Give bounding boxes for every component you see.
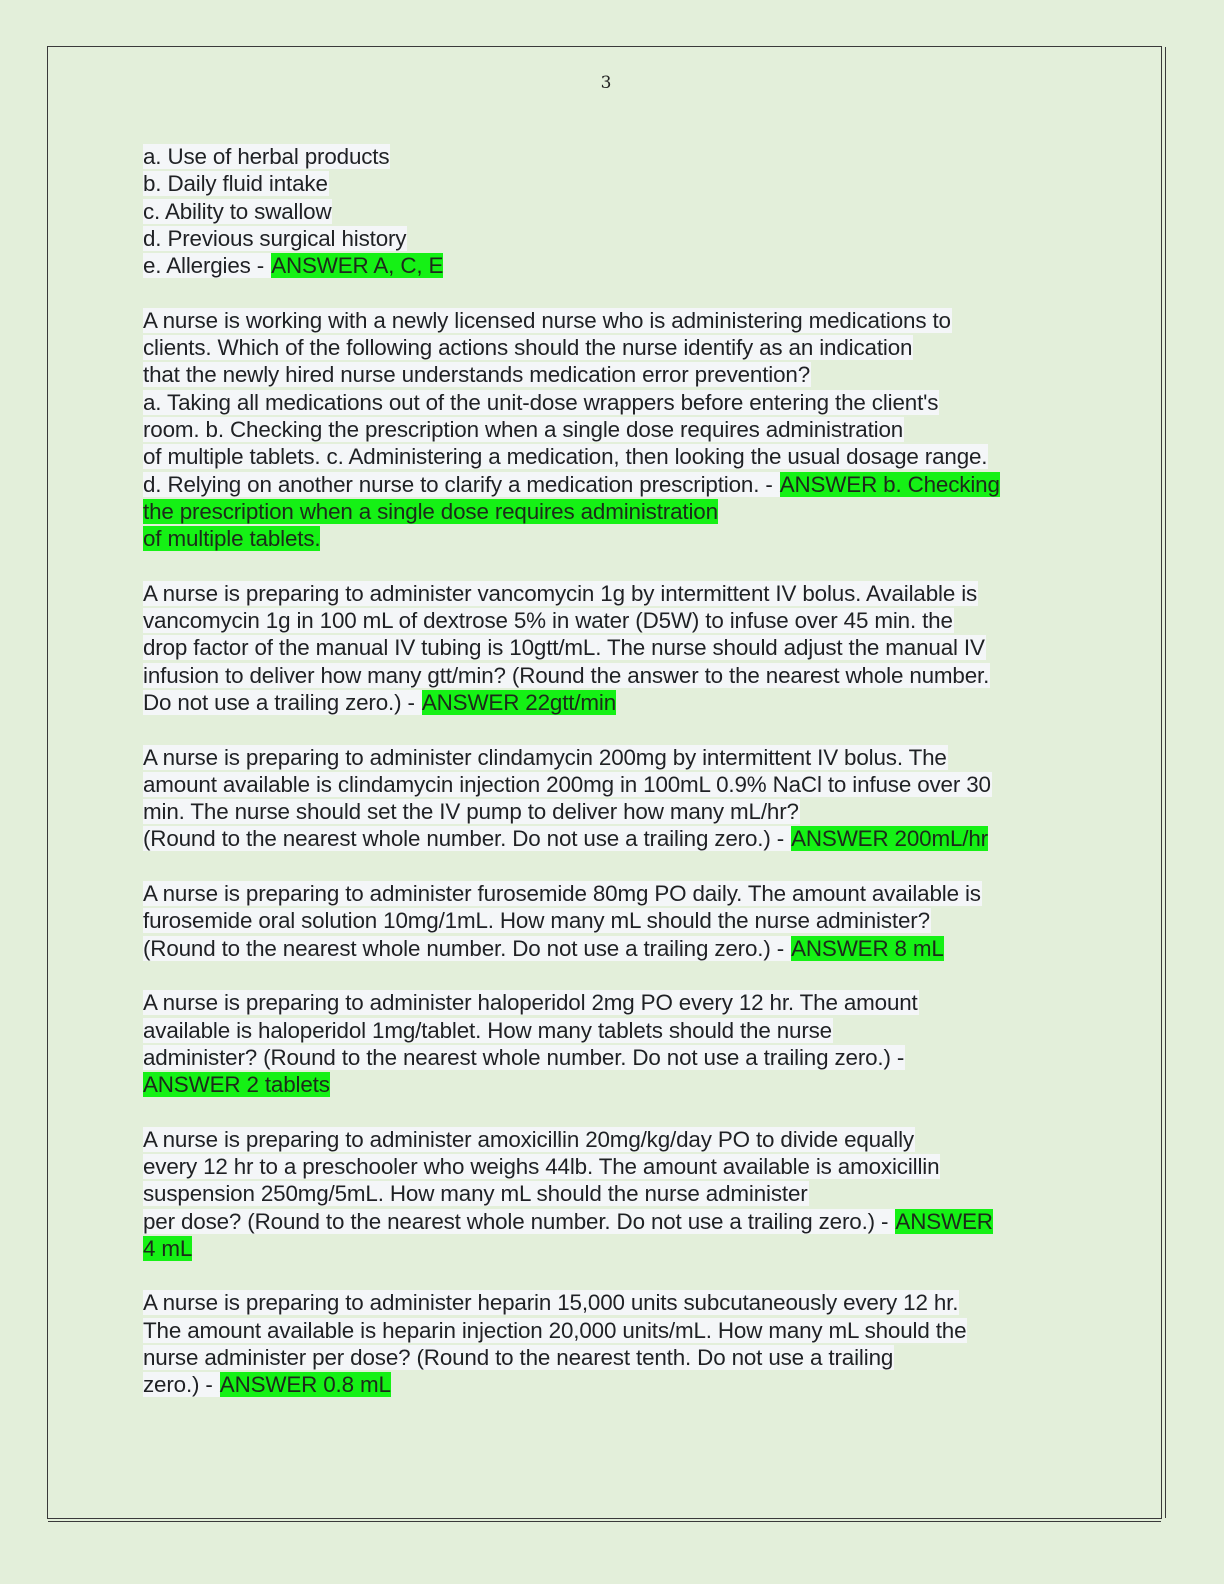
question-block-options (143, 143, 1083, 279)
question-block-vancomycin (143, 580, 1083, 716)
text-line: nurse administer per dose? (Round to the nearest tenth. Do not use a trailing (143, 1345, 894, 1371)
text-line (143, 498, 1083, 525)
text-line: drop factor of the manual IV tubing is 10gtt/mL. The nurse should adjust the manual IV (143, 635, 985, 661)
answer-highlight: ANSWER 2 tablets (143, 1072, 330, 1098)
text-line: every 12 hr to a preschooler who weighs 44lb. The amount available is amoxicillin (143, 1153, 940, 1179)
question-block-furosemide (143, 880, 1083, 962)
text-line: b. Daily fluid intake (143, 171, 328, 197)
text-line (143, 525, 1083, 552)
text-line: e. Allergies - ANSWER A, C, E (143, 253, 444, 279)
text-line: clients. Which of the following actions should the nurse identify as an indication (143, 335, 913, 361)
text-line: per dose? (Round to the nearest whole number. Do not use a trailing zero.) - ANSWER (143, 1208, 993, 1234)
text-line (143, 1071, 1083, 1098)
answer-highlight: the prescription when a single dose requires administration (143, 498, 718, 524)
answer-highlight: ANSWER b. Checking (779, 471, 1000, 497)
answer-highlight: 4 mL (143, 1235, 193, 1261)
text-line (143, 1235, 1083, 1262)
text-line: infusion to deliver how many gtt/min? (Round the answer to the nearest whole number. (143, 662, 990, 688)
document-body (143, 143, 1083, 1399)
text-line: min. The nurse should set the IV pump to deliver how many mL/hr? (143, 799, 799, 825)
question-block-error-prevention (143, 307, 1083, 553)
text-line: Do not use a trailing zero.) - ANSWER 22gtt/min (143, 689, 617, 715)
answer-highlight: ANSWER A, C, E (271, 253, 444, 279)
text-line: furosemide oral solution 10mg/1mL. How many mL should the nurse administer? (143, 908, 930, 934)
text-line: amount available is clindamycin injection 200mg in 100mL 0.9% NaCl to infuse over 30 (143, 771, 991, 797)
text-line: that the newly hired nurse understands medication error prevention? (143, 362, 811, 388)
text-line: The amount available is heparin injection 20,000 units/mL. How many mL should the (143, 1317, 967, 1343)
text-line: A nurse is preparing to administer vancomycin 1g by intermittent IV bolus. Available is (143, 580, 978, 606)
answer-highlight: ANSWER (895, 1208, 993, 1234)
text-line: administer? (Round to the nearest whole number. Do not use a trailing zero.) - (143, 1044, 905, 1070)
text-line: of multiple tablets. c. Administering a medication, then looking the usual dosage range. (143, 444, 988, 470)
answer-highlight: ANSWER 200mL/hr (791, 826, 988, 852)
text-line: d. Previous surgical history (143, 225, 407, 251)
text-line: A nurse is preparing to administer clindamycin 200mg by intermittent IV bolus. The (143, 744, 947, 770)
text-line: available is haloperidol 1mg/tablet. How many tablets should the nurse (143, 1017, 832, 1043)
text-line: a. Use of herbal products (143, 144, 390, 169)
text-line: vancomycin 1g in 100 mL of dextrose 5% in water (D5W) to infuse over 45 min. the (143, 608, 953, 634)
text-line: zero.) - ANSWER 0.8 mL (143, 1372, 391, 1398)
text-line: (Round to the nearest whole number. Do not use a trailing zero.) - ANSWER 8 mL (143, 935, 944, 961)
text-line: c. Ability to swallow (143, 198, 332, 224)
text-line: A nurse is working with a newly licensed nurse who is administering medications to (143, 307, 951, 333)
answer-highlight: ANSWER 0.8 mL (219, 1372, 391, 1398)
page-number: 3 (600, 73, 612, 93)
text-line: A nurse is preparing to administer furosemide 80mg PO daily. The amount available is (143, 881, 981, 907)
answer-highlight: ANSWER 22gtt/min (421, 689, 617, 715)
text-line: a. Taking all medications out of the unit-dose wrappers before entering the client's (143, 389, 939, 415)
question-block-heparin (143, 1289, 1083, 1398)
question-block-clindamycin (143, 744, 1083, 853)
text-line: d. Relying on another nurse to clarify a medication prescription. - ANSWER b. Checking (143, 471, 1000, 497)
text-line: A nurse is preparing to administer heparin 15,000 units subcutaneously every 12 hr. (143, 1290, 959, 1316)
answer-highlight: of multiple tablets. (143, 526, 321, 552)
text-line: (Round to the nearest whole number. Do not use a trailing zero.) - ANSWER 200mL/hr (143, 826, 988, 852)
text-line: A nurse is preparing to administer haloperidol 2mg PO every 12 hr. The amount (143, 990, 918, 1016)
question-block-amoxicillin (143, 1126, 1083, 1262)
question-block-haloperidol (143, 989, 1083, 1098)
answer-highlight: ANSWER 8 mL (791, 935, 944, 961)
text-line: A nurse is preparing to administer amoxicillin 20mg/kg/day PO to divide equally (143, 1126, 914, 1152)
text-line: room. b. Checking the prescription when a single dose requires administration (143, 416, 904, 442)
text-line: suspension 250mg/5mL. How many mL should the nurse administer (143, 1181, 808, 1207)
